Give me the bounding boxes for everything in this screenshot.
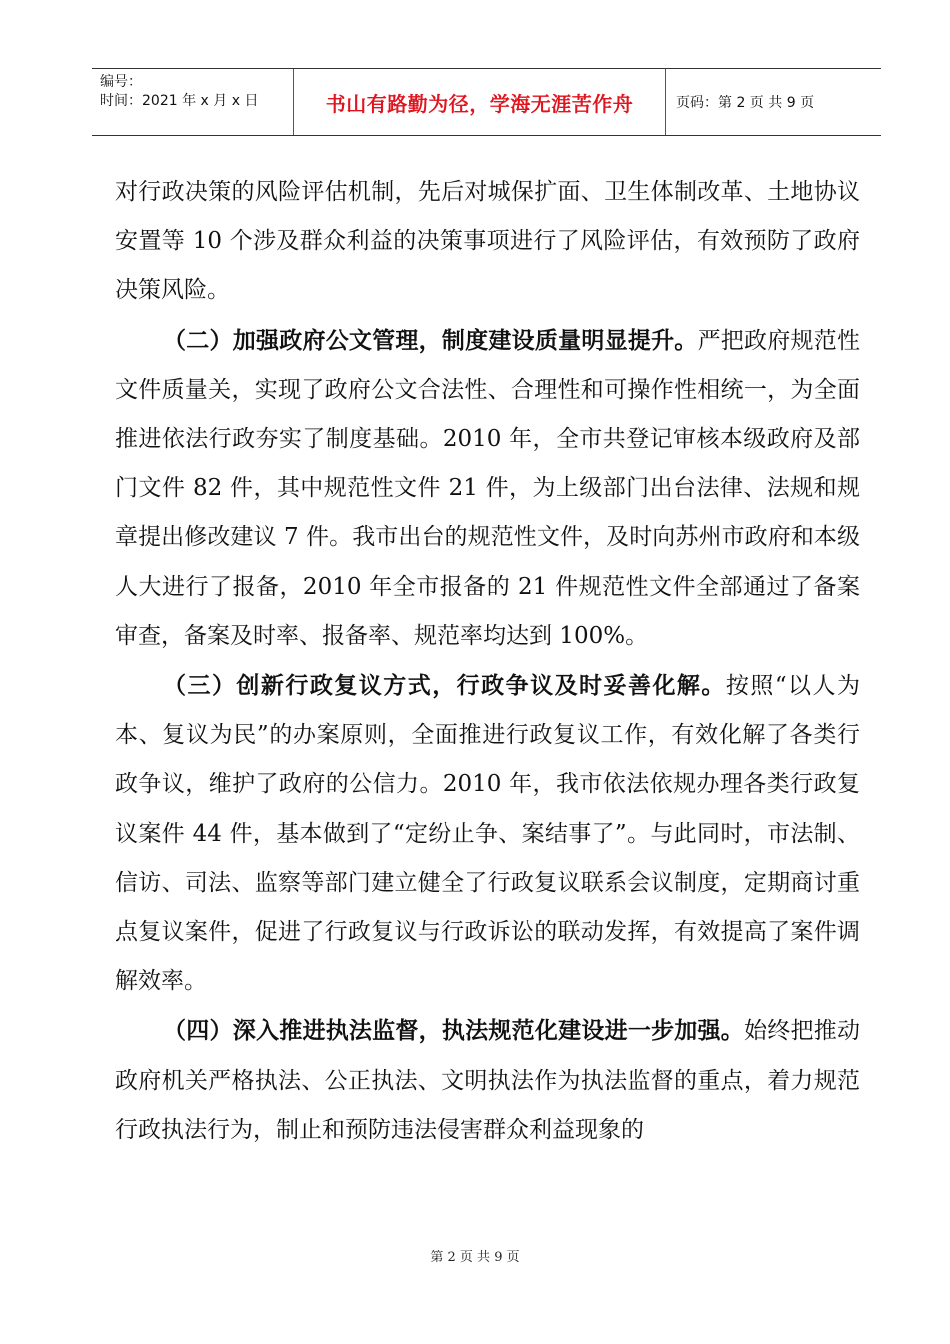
document-body <box>115 168 860 1155</box>
number-label: 编号： <box>100 74 142 90</box>
header-meta <box>92 69 293 135</box>
paragraph-1 <box>115 168 860 316</box>
paragraph-3-lead: （三）创新行政复议方式，行政争议及时妥善化解。 <box>163 672 726 700</box>
header-table <box>92 68 881 136</box>
paragraph-2-text: 严把政府规范性文件质量关，实现了政府公文合法性、合理性和可操作性相统一，为全面推进依法行政夯实了制度基础。2010 年，全市共登记审核本级政府及部门文件 82 件，其中规范性文件 21 件，为上级部门出台法律、法规和规章提出修改建议 7 件。我市出台的规范性文件，及时向苏州市政府和本级人大进行了报备，2010 年全市报备的 21 件规范性文件全部通过了备案审查，备案及时率、报备率、规范率均达到 100%。 <box>115 327 861 649</box>
paragraph-4-lead: （四）深入推进执法监督，执法规范化建设进一步加强。 <box>163 1017 745 1045</box>
paragraph-1-text: 对行政决策的风险评估机制，先后对城保扩面、卫生体制改革、土地协议安置等 10 个涉及群众利益的决策事项进行了风险评估，有效预防了政府决策风险。 <box>115 179 860 304</box>
paragraph-4 <box>115 1006 860 1155</box>
header-motto: 书山有路勤为径，学海无涯苦作舟 <box>325 91 634 116</box>
page-footer: 第 2 页 共 9 页 <box>430 1250 520 1265</box>
paragraph-4-text: 始终把推动政府机关严格执法、公正执法、文明执法作为执法监督的重点，着力规范行政执法行为，制止和预防违法侵害群众利益现象的 <box>115 1018 861 1143</box>
header-page-cell <box>666 69 881 135</box>
header-motto-cell <box>293 69 666 135</box>
paragraph-3-text: 按照“以人为本、复议为民”的办案原则，全面推进行政复议工作，有效化解了各类行政争议，维护了政府的公信力。2010 年，我市依法依规办理各类行政复议案件 44 件，基本做到了“定纷止争、案结事了”。与此同时，市法制、信访、司法、监察等部门建立健全了行政复议联系会议制度，定期商讨重点复议案件，促进了行政复议与行政诉讼的联动发挥，有效提高了案件调解效率。 <box>115 673 860 995</box>
time-label: 时间：2021 年 x 月 x 日 <box>100 93 259 109</box>
paragraph-2-lead: （二）加强政府公文管理，制度建设质量明显提升。 <box>163 326 698 354</box>
paragraph-2 <box>115 316 860 661</box>
paragraph-3 <box>115 661 860 1006</box>
header-page-code: 页码：第 2 页 共 9 页 <box>676 95 815 111</box>
